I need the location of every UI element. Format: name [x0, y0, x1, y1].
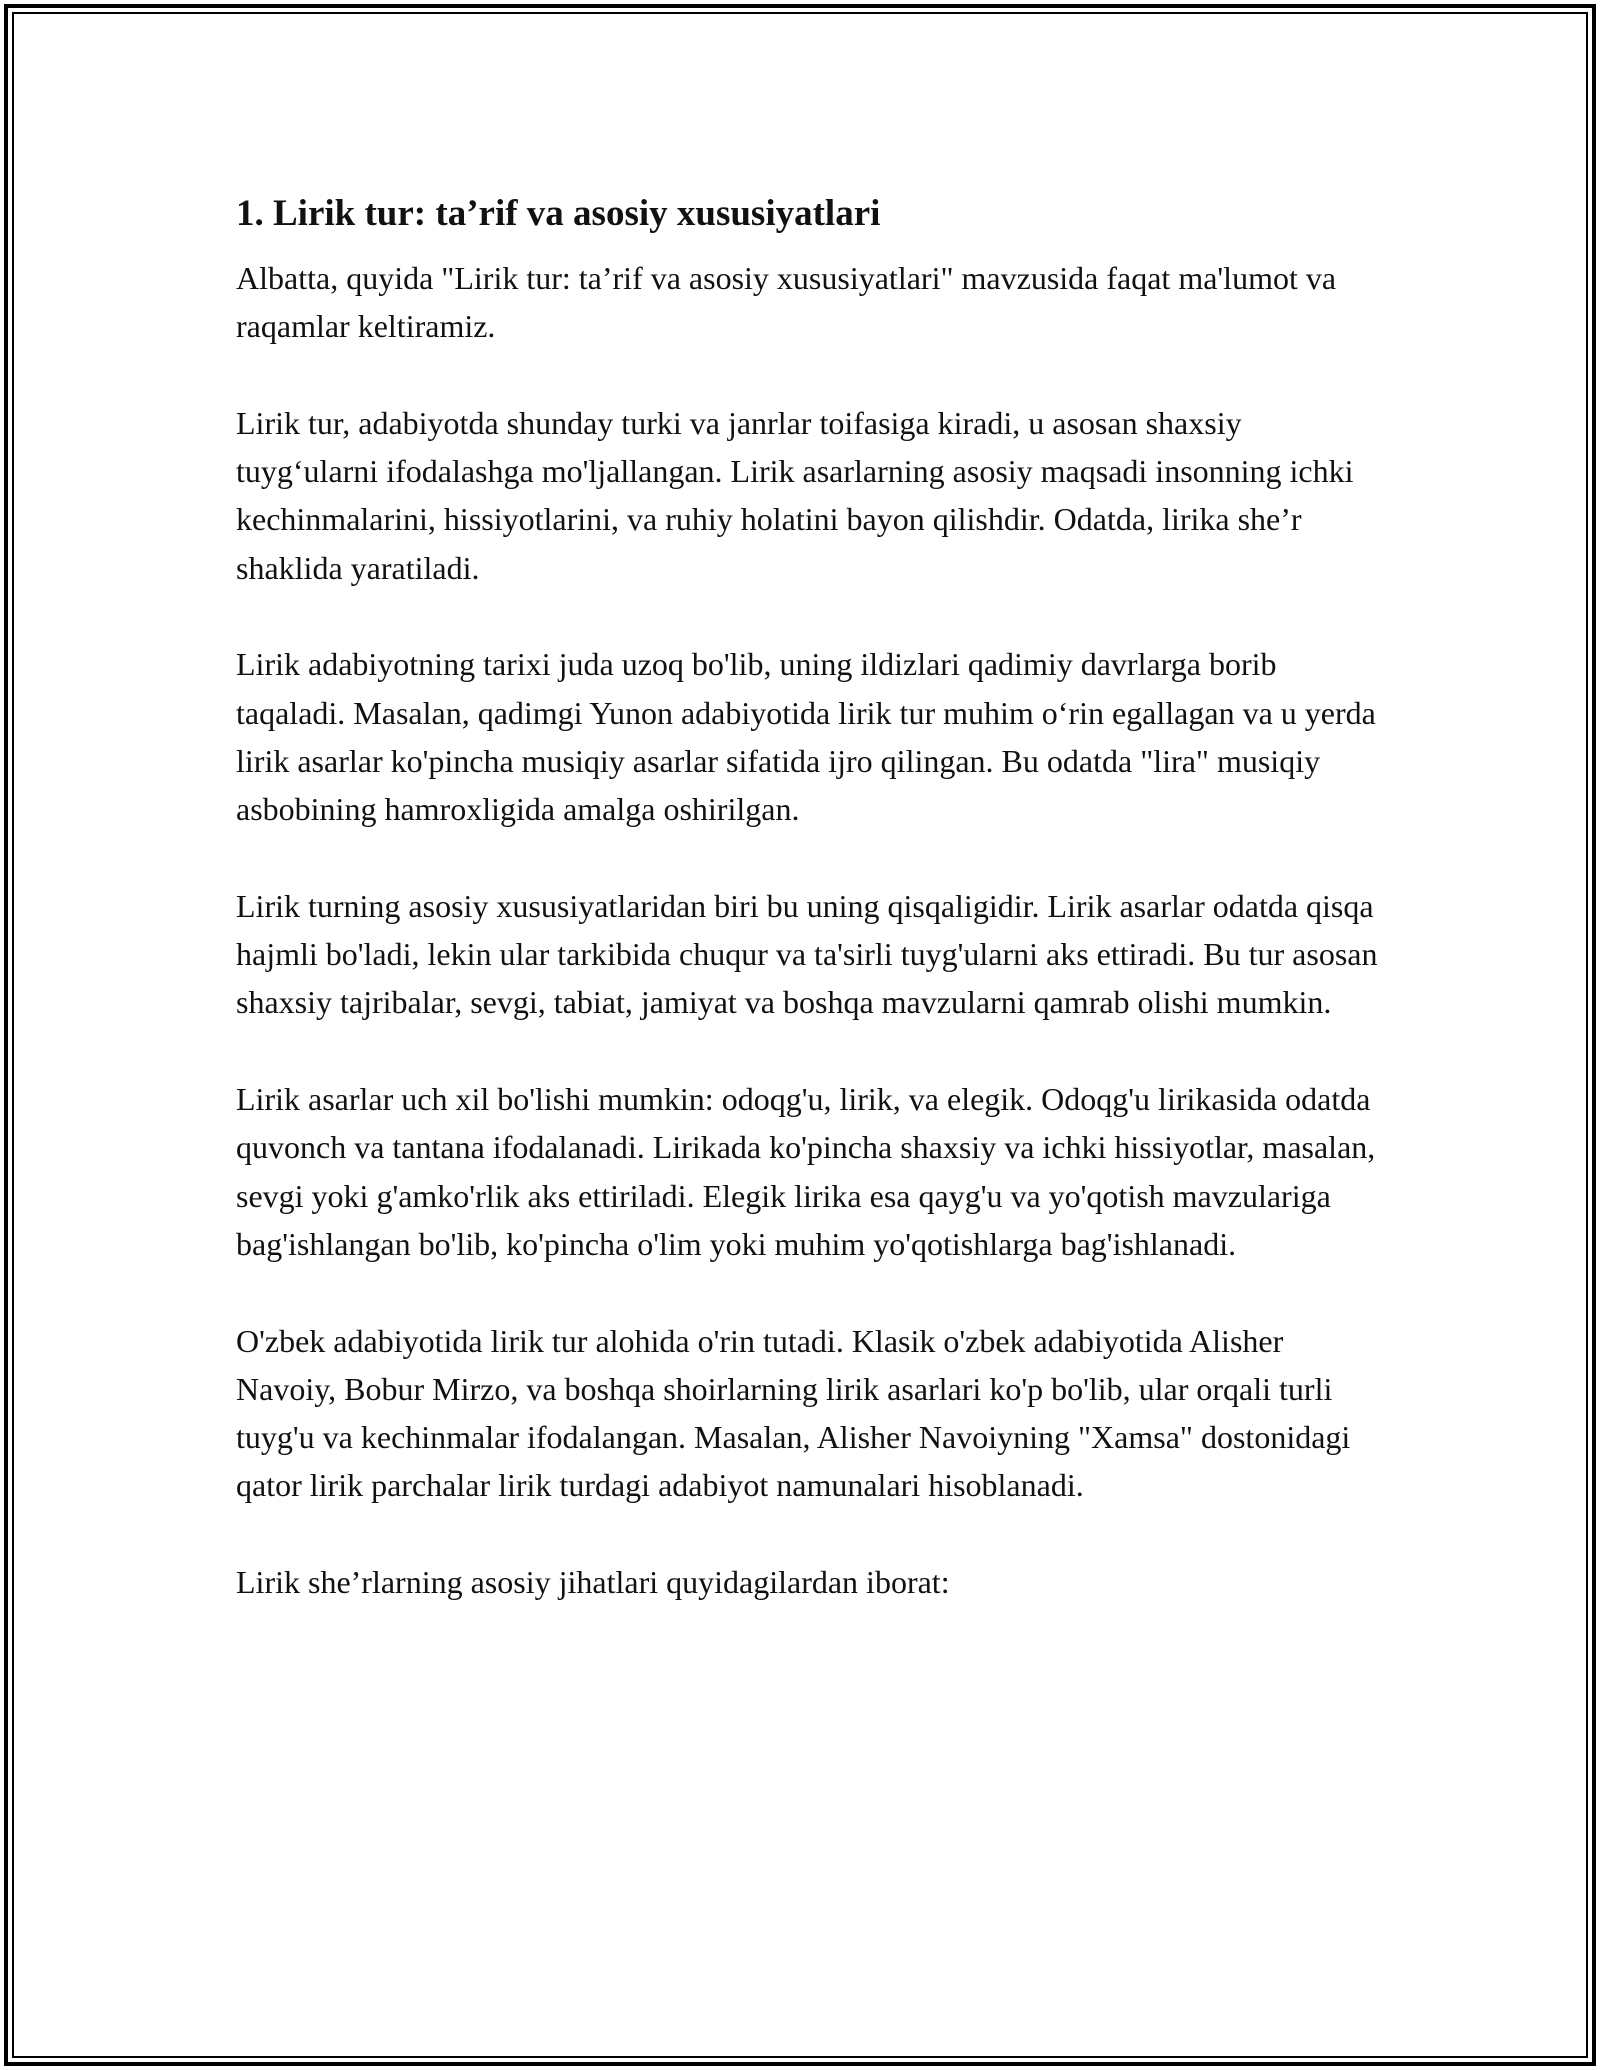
paragraph-intro: Albatta, quyida "Lirik tur: ta’rif va asosiy xususiyatlari" mavzusida faqat ma'lumot va raqamlar keltiramiz. — [236, 260, 1337, 345]
paragraph-uzbek-literature: O'zbek adabiyotida lirik tur alohida o'rin tutadi. Klasik o'zbek adabiyotida Alisher Navoiy, Bobur Mirzo, va boshqa shoirlarning lirik asarlari ko'p bo'lib, ular orqali turli tuyg'u va kechinmalar ifodalangan. Masalan, Alisher Navoiyning "Xamsa" dostonidagi qator lirik parchalar lirik turdagi adabiyot namunalari hisoblanadi. — [236, 1322, 1351, 1504]
paragraph-history: Lirik adabiyotning tarixi juda uzoq bo'lib, uning ildizlari qadimiy davrlarga borib taqaladi. Masalan, qadimgi Yunon adabiyotida lirik tur muhim o‘rin egallagan va u yerda lirik asarlar ko'pincha musiqiy asarlar sifatida ijro qilingan. Bu odatda "lira" musiqiy asbobining hamroxligida amalga oshirilgan. — [236, 646, 1376, 828]
page-title: 1. Lirik tur: ta’rif va asosiy xususiyatlari — [236, 193, 881, 234]
paragraph-definition: Lirik tur, adabiyotda shunday turki va janrlar toifasiga kiradi, u asosan shaxsiy tuyg‘ularni ifodalashga mo'ljallangan. Lirik asarlarning asosiy maqsadi insonning ichki kechinmalarini, hissiyotlarini, va ruhiy holatini bayon qilishdir. Odatda, lirika she’r shaklida yaratiladi. — [236, 404, 1354, 586]
document-body — [236, 186, 1386, 1655]
paragraph-aspects-lead: Lirik she’rlarning asosiy jihatlari quyidagilardan iborat: — [236, 1564, 950, 1601]
paragraph-features: Lirik turning asosiy xususiyatlaridan biri bu uning qisqaligidir. Lirik asarlar odatda qisqa hajmli bo'ladi, lekin ular tarkibida chuqur va ta'sirli tuyg'ularni aks ettiradi. Bu tur asosan shaxsiy tajribalar, sevgi, tabiat, jamiyat va boshqa mavzularni qamrab olishi mumkin. — [236, 887, 1378, 1021]
paragraph-types: Lirik asarlar uch xil bo'lishi mumkin: odoqg'u, lirik, va elegik. Odoqg'u lirikasida odatda quvonch va tantana ifodalanadi. Lirikada ko'pincha shaxsiy va ichki hissiyotlar, masalan, sevgi yoki g'amko'rlik aks ettiriladi. Elegik lirika esa qayg'u va yo'qotish mavzulariga bag'ishlangan bo'lib, ko'pincha o'lim yoki muhim yo'qotishlarga bag'ishlanadi. — [236, 1081, 1376, 1262]
